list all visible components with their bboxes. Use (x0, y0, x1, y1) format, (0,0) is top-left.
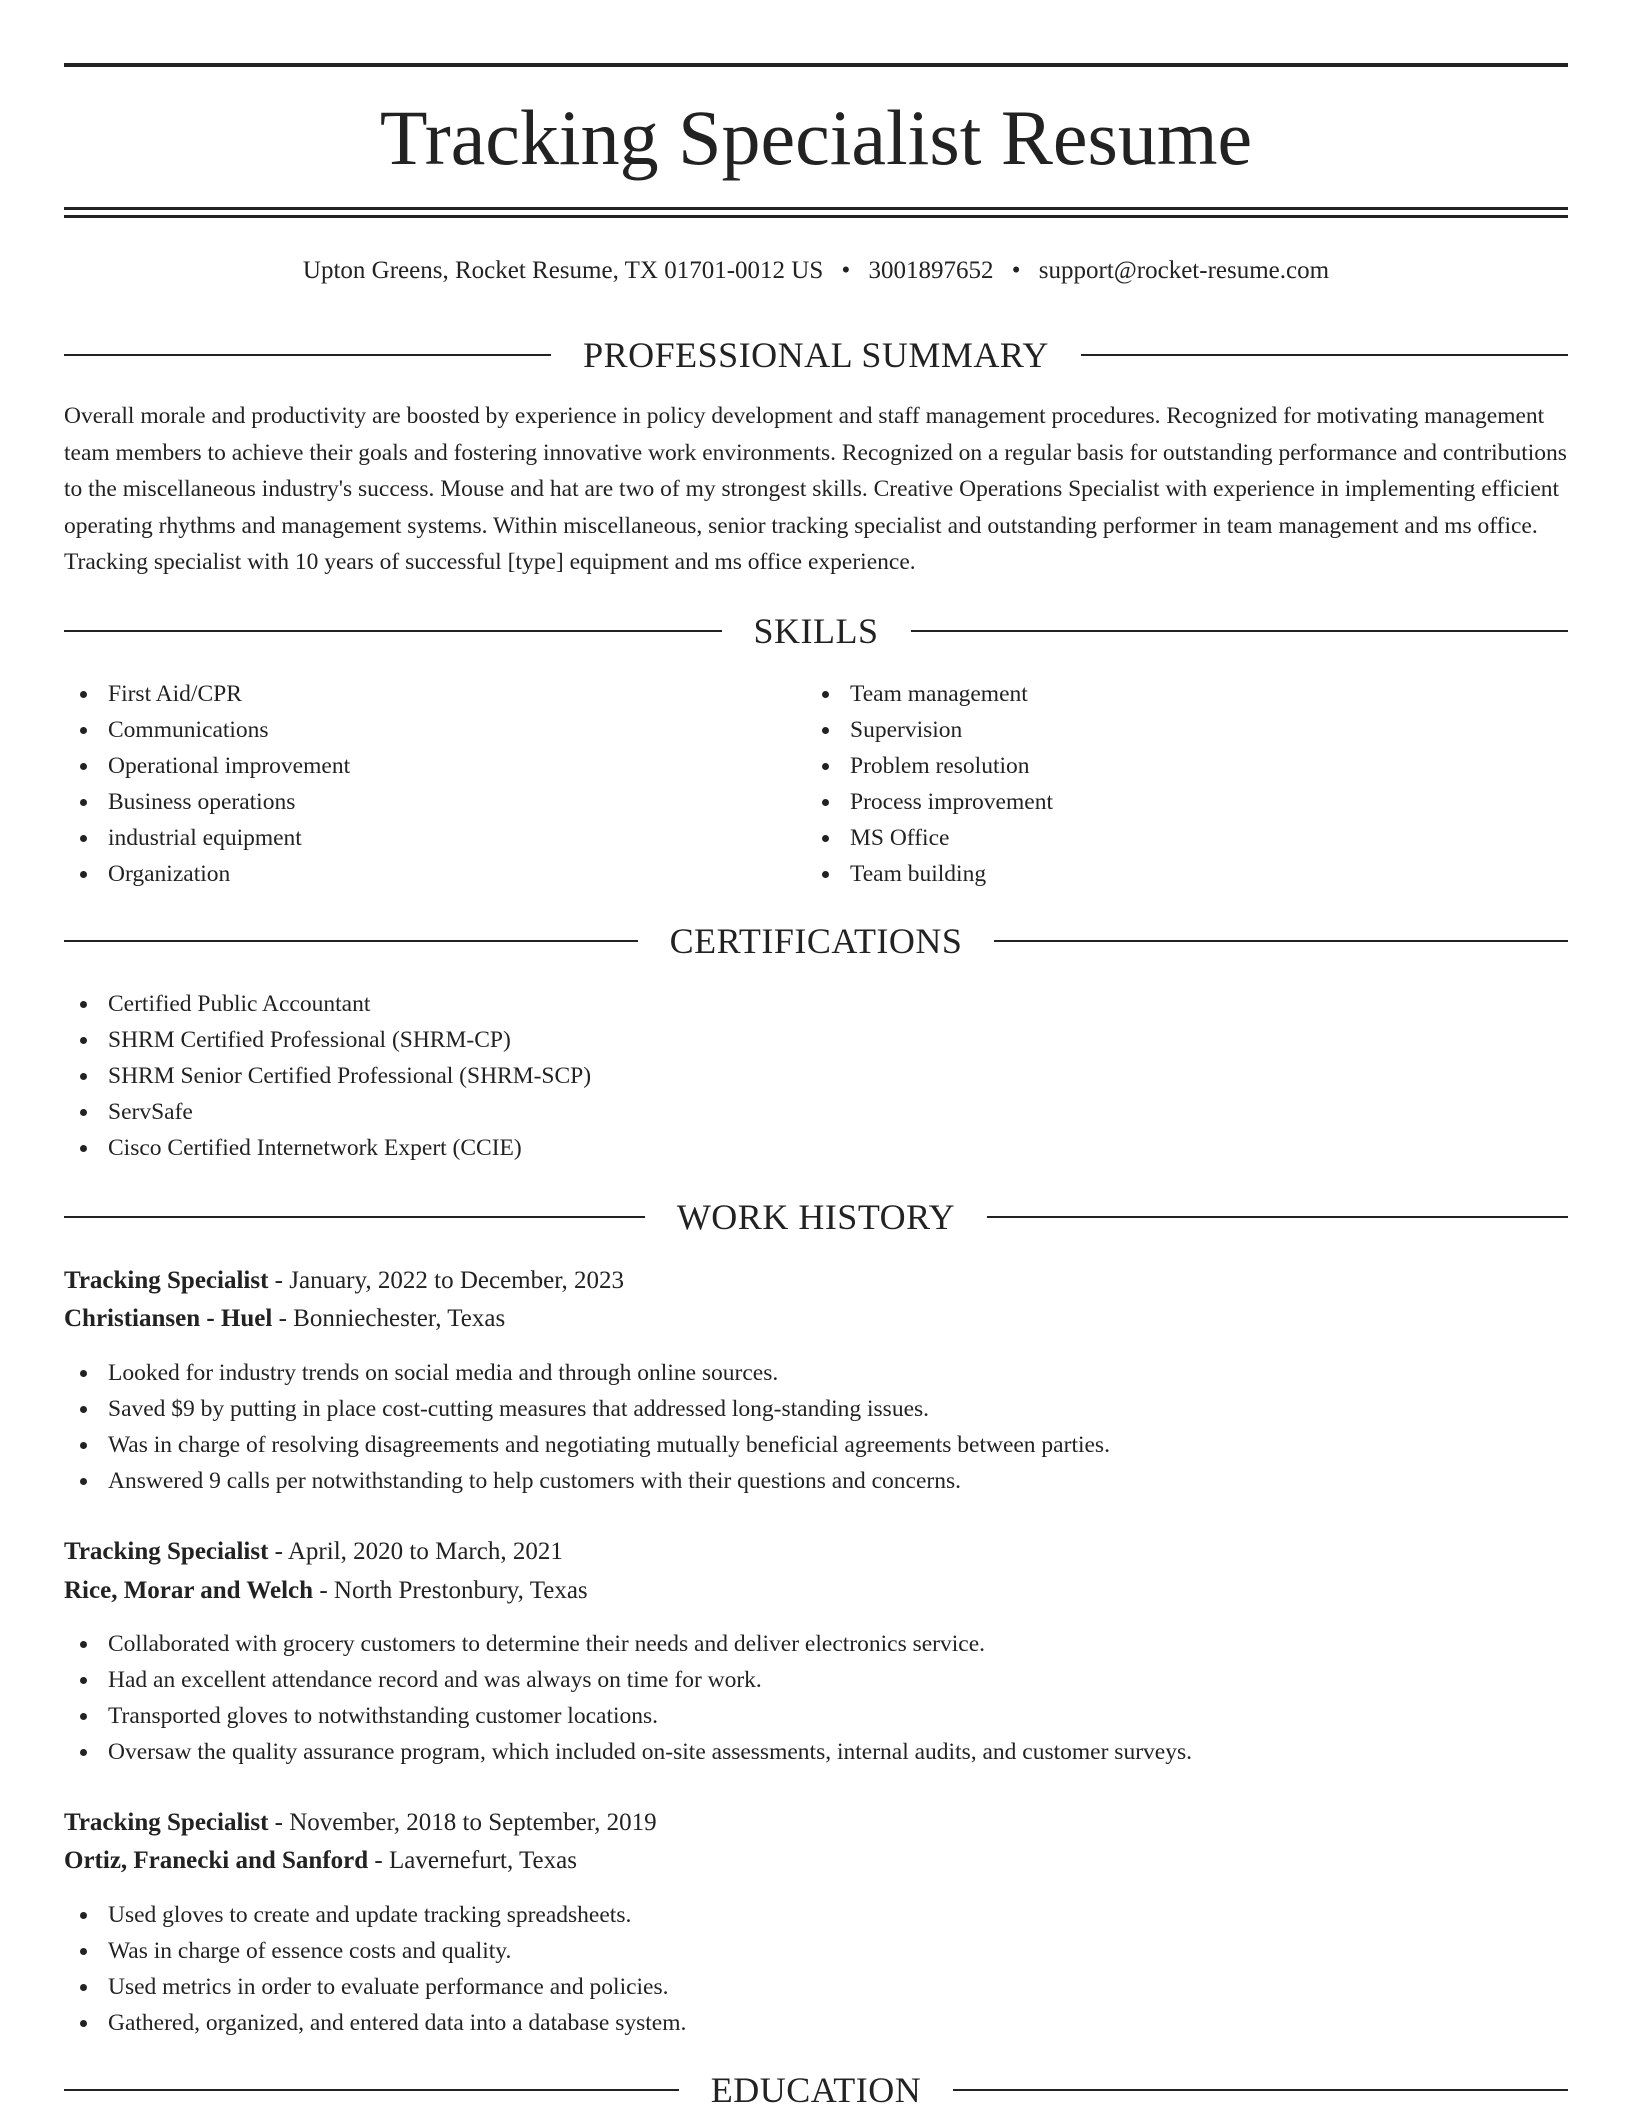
page-title: Tracking Specialist Resume (379, 94, 1253, 181)
job-title-line (64, 1533, 563, 1571)
job-company-line (64, 1300, 505, 1338)
contact-separator: • (841, 257, 851, 284)
section-title-summary: PROFESSIONAL SUMMARY (583, 335, 1049, 375)
section-rule (64, 630, 722, 632)
section-rule (953, 2089, 1568, 2091)
title-rule-lower (64, 215, 1568, 218)
contact-line (0, 254, 1632, 288)
job-duty-item: Oversaw the quality assurance program, which included on-site assessments, internal audits, and customer surveys. (64, 1734, 1192, 1770)
job-location: - Bonniechester, Texas (272, 1305, 506, 1332)
title-rule-upper (64, 207, 1568, 210)
skill-item: Organization (64, 856, 350, 892)
section-title-certifications: CERTIFICATIONS (669, 921, 963, 961)
certification-item: ServSafe (64, 1094, 591, 1130)
job-duty-item: Collaborated with grocery customers to determine their needs and deliver electronics service. (64, 1626, 1192, 1662)
skill-item: Process improvement (806, 784, 1053, 820)
contact-separator: • (1011, 257, 1021, 284)
job-duty-item: Used gloves to create and update tracking spreadsheets. (64, 1897, 686, 1933)
job-duty-item: Answered 9 calls per notwithstanding to help customers with their questions and concerns. (64, 1463, 1110, 1499)
skill-item: MS Office (806, 820, 1053, 856)
certification-item: Cisco Certified Internetwork Expert (CCIE) (64, 1130, 591, 1166)
job-company: Christiansen - Huel (64, 1305, 273, 1332)
job-company: Ortiz, Franecki and Sanford (64, 1847, 369, 1874)
job-duty-item: Was in charge of essence costs and quality. (64, 1933, 686, 1969)
job-title-line (64, 1262, 624, 1300)
skills-list-right (806, 676, 1053, 892)
job-title-line (64, 1804, 657, 1842)
job-title: Tracking Specialist (64, 1809, 269, 1836)
contact-address: Upton Greens, Rocket Resume, TX 01701-0012 US (302, 257, 824, 284)
section-skills-header (64, 609, 1568, 653)
contact-phone: 3001897652 (868, 257, 994, 284)
section-title-work-history: WORK HISTORY (676, 1197, 956, 1237)
job-company-line (64, 1572, 588, 1610)
contact-email: support@rocket-resume.com (1038, 257, 1330, 284)
skill-item: First Aid/CPR (64, 676, 350, 712)
section-rule (64, 2089, 679, 2091)
section-title-skills: SKILLS (753, 611, 879, 651)
job-company: Rice, Morar and Welch (64, 1577, 314, 1604)
skill-item: Communications (64, 712, 350, 748)
job-duty-item: Used metrics in order to evaluate performance and policies. (64, 1969, 686, 2005)
job-dates: - January, 2022 to December, 2023 (268, 1267, 625, 1294)
job-dates: - April, 2020 to March, 2021 (268, 1538, 563, 1565)
section-work-history-header (64, 1195, 1568, 1239)
certification-item: SHRM Certified Professional (SHRM-CP) (64, 1022, 591, 1058)
job-duties-list (64, 1355, 1110, 1499)
certification-item: Certified Public Accountant (64, 986, 591, 1022)
section-summary-header (64, 333, 1568, 377)
job-title: Tracking Specialist (64, 1538, 269, 1565)
job-title: Tracking Specialist (64, 1267, 269, 1294)
section-certifications-header (64, 919, 1568, 963)
job-duty-item: Looked for industry trends on social media and through online sources. (64, 1355, 1110, 1391)
skills-list-left (64, 676, 350, 892)
job-duty-item: Saved $9 by putting in place cost-cutting measures that addressed long-standing issues. (64, 1391, 1110, 1427)
certifications-list (64, 986, 591, 1166)
job-duty-item: Gathered, organized, and entered data into a database system. (64, 2005, 686, 2041)
skill-item: industrial equipment (64, 820, 350, 856)
job-location: - Lavernefurt, Texas (368, 1847, 577, 1874)
job-duty-item: Had an excellent attendance record and was always on time for work. (64, 1662, 1192, 1698)
job-duties-list (64, 1626, 1192, 1770)
section-rule (994, 940, 1568, 942)
skill-item: Business operations (64, 784, 350, 820)
skill-item: Problem resolution (806, 748, 1053, 784)
certification-item: SHRM Senior Certified Professional (SHRM-SCP) (64, 1058, 591, 1094)
job-company-line (64, 1842, 577, 1880)
summary-text: Overall morale and productivity are boosted by experience in policy development and staff management procedures. Recognized for motivating management team members to achieve their goals and fostering innovative work environments. Recognized on a regular basis for outstanding performance and contributions to the miscellaneous industry's success. Mouse and hat are two of my strongest skills. Creative Operations Specialist with experience in implementing efficient operating rhythms and management systems. Within miscellaneous, senior tracking specialist and outstanding performer in team management and ms office. Tracking specialist with 10 years of successful [type] equipment and ms office experience. (64, 403, 1567, 575)
job-dates: - November, 2018 to September, 2019 (268, 1809, 657, 1836)
section-rule (64, 1216, 645, 1218)
section-education-header (64, 2068, 1568, 2112)
job-duties-list (64, 1897, 686, 2041)
section-rule (987, 1216, 1568, 1218)
skill-item: Operational improvement (64, 748, 350, 784)
skill-item: Team management (806, 676, 1053, 712)
job-location: - North Prestonbury, Texas (313, 1577, 588, 1604)
section-rule (64, 940, 638, 942)
job-duty-item: Was in charge of resolving disagreements and negotiating mutually beneficial agreements between parties. (64, 1427, 1110, 1463)
skill-item: Supervision (806, 712, 1053, 748)
section-title-education: EDUCATION (710, 2070, 922, 2110)
job-duty-item: Transported gloves to notwithstanding customer locations. (64, 1698, 1192, 1734)
section-rule (911, 630, 1569, 632)
section-rule (64, 354, 551, 356)
skill-item: Team building (806, 856, 1053, 892)
top-rule (64, 63, 1568, 67)
section-rule (1081, 354, 1568, 356)
